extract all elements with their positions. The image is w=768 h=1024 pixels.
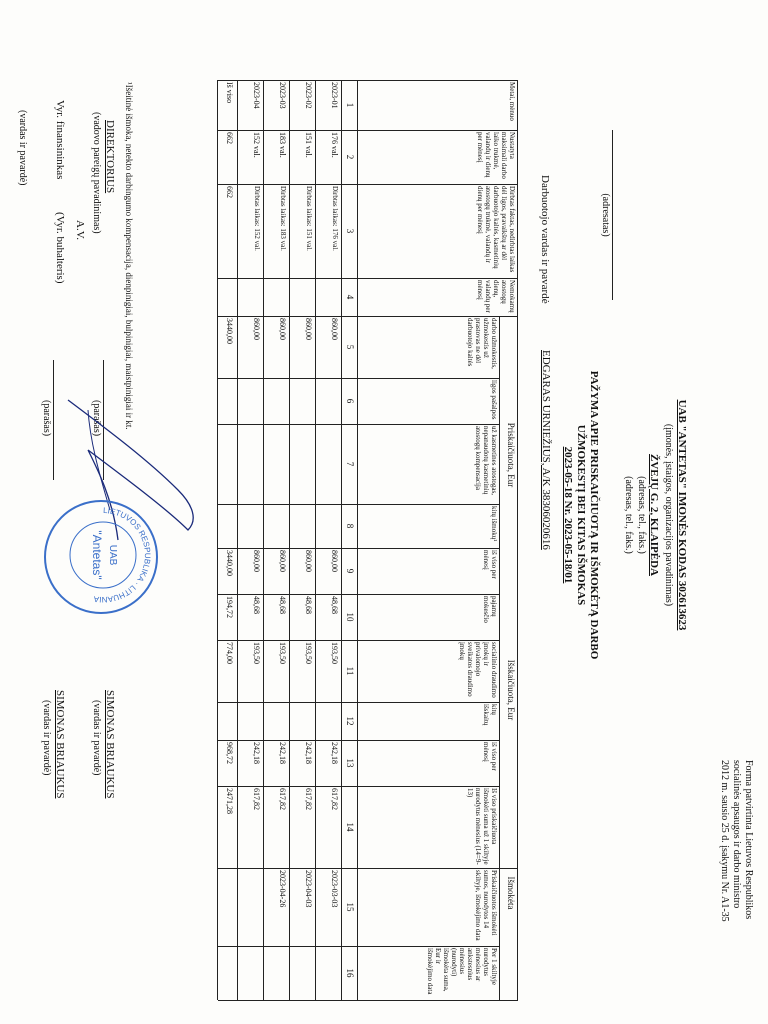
table-cell-sick <box>291 380 313 422</box>
table-cell-total: 860,00 <box>304 550 313 572</box>
addressee-line <box>612 130 613 300</box>
table-cell-fact: Dirbtas laikas: 152 val. <box>253 186 261 251</box>
finance-signature-caption: (parašas) <box>41 400 52 437</box>
table-cell-ded_total: 242,18 <box>330 742 339 764</box>
table-rule-v <box>218 594 500 595</box>
table-cell-other <box>291 506 313 546</box>
column-header-1: Metai, mėnuo <box>508 82 516 121</box>
table-cell-payable: 617,82 <box>330 788 339 810</box>
table-rule-v <box>218 640 500 641</box>
director-name-caption: (vardas ir pavardė) <box>91 700 102 776</box>
column-number-15: 15 <box>345 902 355 912</box>
table-rule-v <box>218 702 500 703</box>
table-cell-fact: Dirbtas laikas: 151 val. <box>305 186 313 251</box>
table-rule-v <box>218 548 500 549</box>
table-cell-ded_total: 242,18 <box>304 742 313 764</box>
table-cell-pay_date: 2023-04-26 <box>278 870 287 908</box>
table-cell-pay_date <box>239 870 261 944</box>
table-cell-income_tax: 48,68 <box>252 596 261 614</box>
table-cell-paid <box>291 948 313 998</box>
table-rule-h <box>517 80 518 1000</box>
table-rule-h <box>341 80 342 1000</box>
table-cell-unpaid <box>239 280 261 314</box>
column-number-3: 3 <box>345 228 355 234</box>
table-cell-vacation <box>239 426 261 502</box>
table-cell-salary: 860,00 <box>278 318 287 340</box>
table-cell-social: 193,50 <box>252 642 261 664</box>
column-header-3: Dirbtas faktas, nedirbtas laikas dėl ligos, pravaikštų ar dėl darbuotojo kaltės, kasmetinių atostogų trukmė, valandų ir dienų per mėnesį <box>476 186 516 273</box>
column-number-8: 8 <box>345 523 355 529</box>
table-cell-unpaid <box>317 280 339 314</box>
doc-date-number: 2023-05-18 Nr. 2023-05-18/01 <box>562 446 574 584</box>
column-header-9: iš viso per mėnesį <box>482 550 498 579</box>
table-rule-v <box>218 278 518 279</box>
column-number-16: 16 <box>345 968 355 978</box>
finance-name: SIMONAS BRIAUKUS <box>54 690 66 799</box>
table-rule-v <box>218 378 500 379</box>
form-note-line3: 2012 m. sausio 25 d. įsakymu Nr. A1-35 <box>719 760 730 922</box>
column-number-7: 7 <box>345 461 355 467</box>
table-rule-h <box>237 80 238 1000</box>
table-cell-norm: 183 val. <box>278 132 287 158</box>
table-rule-v <box>218 1000 518 1001</box>
column-header-8: kitų išmokų¹ <box>490 506 498 542</box>
table-rule-v <box>218 184 518 185</box>
table-rule-v <box>218 740 500 741</box>
table-rule-v <box>218 316 518 317</box>
table-cell-month: 2023-03 <box>278 82 287 109</box>
form-note-line2: socialinės apsaugos ir darbo ministro <box>731 760 742 909</box>
company-stamp <box>44 500 158 614</box>
column-header-16: Per 1 skiltyje nurodytus mėnesius ar ankstesnius mėnesius (nurodyti) išmokėta suma, Eur ir išmokėjimo data <box>426 948 498 995</box>
table-cell-salary: 860,00 <box>252 318 261 340</box>
table-cell-total: 860,00 <box>330 550 339 572</box>
table-cell-other_ded <box>317 704 339 738</box>
finance-name-caption-left: (vardas ir pavardė) <box>17 110 28 186</box>
table-cell-paid <box>317 948 339 998</box>
table-cell-ded_total: 242,18 <box>278 742 287 764</box>
doc-title-1: PAŽYMA APIE PRISKAIČIUOTĄ IR IŠMOKĖTĄ DARBO <box>588 370 600 660</box>
director-name: SIMONAS BRIAUKUS <box>104 690 116 799</box>
stamp-ring-text: LIETUVOS RESPUBLIKA · LITHUANIA <box>93 505 153 605</box>
table-cell-sick <box>239 380 261 422</box>
table-cell-other_ded <box>291 704 313 738</box>
table-rule-h <box>263 80 264 1000</box>
column-header-2: Nustatyta maksimali darbo laiko trukmė, valandų ir dienų per mėnesį <box>476 132 516 179</box>
table-cell-sick <box>317 380 339 422</box>
table-cell-salary: 860,00 <box>330 318 339 340</box>
addressee-caption: (adresatas) <box>600 193 611 237</box>
finance-signature-line <box>53 360 54 480</box>
table-cell-payable: 617,82 <box>304 788 313 810</box>
totals-cell-label: Iš viso <box>225 82 234 104</box>
director-title: DIREKTORIUS <box>104 120 116 194</box>
table-cell-other_ded <box>239 704 261 738</box>
column-header-7: už kasmetines atostogas, nepanaudotų kasmetinių atostogų kompensacija <box>474 426 498 496</box>
table-rule-v <box>218 786 500 787</box>
table-cell-pay_date: 2023-04-03 <box>304 870 313 908</box>
table-rule-h <box>289 80 290 1000</box>
company-address: ŽVEJŲ G. 2, KLAIPĖDA <box>648 454 660 576</box>
table-cell-unpaid <box>265 280 287 314</box>
table-cell-salary: 860,00 <box>304 318 313 340</box>
column-header-12: kitų išskaitų <box>482 704 498 726</box>
table-cell-vacation <box>265 426 287 502</box>
column-header-15: Priskaičiuotos išmokėti sumos, nurodytos 14 skiltyje, išmokėjimo data <box>474 870 498 941</box>
column-number-1: 1 <box>345 102 355 108</box>
totals-cell-social: 774,00 <box>225 642 234 664</box>
column-number-9: 9 <box>345 568 355 574</box>
table-cell-payable: 617,82 <box>252 788 261 810</box>
table-cell-social: 193,50 <box>278 642 287 664</box>
table-rule-v <box>218 504 500 505</box>
table-cell-fact: Dirbtas laikas: 176 val. <box>331 186 339 251</box>
table-cell-ded_total: 242,18 <box>252 742 261 764</box>
table-rule-v <box>218 424 500 425</box>
footnote: ¹Išeitinė išmoka, netekto darbingumo kompensacija, dienpinigiai, bulpinigiai, maistpinigiai ir kt. <box>124 82 134 430</box>
finance-name-caption: (vardas ir pavardė) <box>41 700 52 776</box>
table-rule-h <box>315 80 316 1000</box>
table-cell-other_ded <box>265 704 287 738</box>
company-name: UAB "ANTETAS" IMONĖS KODAS 302613623 <box>676 399 688 631</box>
stamp-line-1: UAB <box>107 544 118 566</box>
finance-caption: (Vyr. buhalteris) <box>54 212 66 284</box>
table-cell-other <box>265 506 287 546</box>
table-cell-income_tax: 48,68 <box>278 596 287 614</box>
employee-label: Darbuotojo vardas ir pavardė <box>539 175 551 304</box>
table-cell-month: 2023-04 <box>252 82 261 109</box>
stamp-place: A.V. <box>74 220 86 240</box>
table-cell-unpaid <box>291 280 313 314</box>
totals-cell-norm: 662 <box>225 132 234 144</box>
table-rule-h <box>357 80 358 1000</box>
totals-cell-income_tax: 194,72 <box>225 596 234 618</box>
table-rule-v <box>218 130 518 131</box>
column-number-13: 13 <box>345 758 355 768</box>
company-name-caption: (įmonės, įstaigos, organizacijos pavadinimas) <box>663 423 674 607</box>
table-rule-v <box>218 868 518 869</box>
table-cell-vacation <box>291 426 313 502</box>
table-cell-vacation <box>317 426 339 502</box>
table-rule-v <box>218 946 500 947</box>
column-header-6: ligos pašalpos <box>490 380 498 420</box>
table-cell-month: 2023-01 <box>330 82 339 109</box>
column-header-14: Iš viso priskaičiuota išmokėti suma už 1 skiltyje nurodytus mėnesius (14=9-13) <box>466 788 498 865</box>
totals-cell-total: 3440,00 <box>225 550 234 576</box>
totals-cell-payable: 2471,28 <box>225 788 234 814</box>
form-note-line1: Forma patvirtinta Lietuvos Respublikos <box>743 760 754 920</box>
column-header-10: pajamų mokesčio <box>482 596 498 623</box>
employee-name: EDGARAS URNIEŽIUS, A/K 38306020616 <box>540 350 552 550</box>
column-header-11: socialinio draudimo įmokų ir privalomojo sveikatos draudimo įmokų <box>458 642 498 698</box>
table-cell-month: 2023-02 <box>304 82 313 109</box>
table-rule-h <box>499 316 500 1000</box>
totals-cell-salary: 3440,00 <box>225 318 234 344</box>
column-number-14: 14 <box>345 822 355 832</box>
table-cell-income_tax: 48,68 <box>304 596 313 614</box>
table-rule-v <box>218 80 518 81</box>
table-cell-norm: 152 val. <box>252 132 261 158</box>
company-address-caption: (adresas, tel., faks.) <box>636 476 647 554</box>
director-signature-caption: (parašas) <box>91 400 102 437</box>
stamp-line-2: "Antetas" <box>90 530 104 580</box>
table-cell-income_tax: 48,68 <box>330 596 339 614</box>
table-cell-sick <box>265 380 287 422</box>
group-header-paid: Išmokėta <box>506 876 516 910</box>
table-cell-other <box>239 506 261 546</box>
totals-cell-ded_total: 968,72 <box>225 742 234 764</box>
column-header-5: darbo užmokestis, užmokestis už prastovas ne dėl darbuotojo kaltės <box>466 318 498 369</box>
table-cell-norm: 176 val. <box>330 132 339 158</box>
table-cell-social: 193,50 <box>304 642 313 664</box>
table-cell-paid <box>265 948 287 998</box>
table-cell-other <box>317 506 339 546</box>
table-cell-fact: Dirbtas laikas: 183 val. <box>279 186 287 251</box>
table-cell-social: 193,50 <box>330 642 339 664</box>
column-number-2: 2 <box>345 154 355 160</box>
column-number-6: 6 <box>345 398 355 404</box>
group-header-deducted: Išskaičiuota, Eur <box>506 659 516 721</box>
group-header-accrued: Priskaičiuota, Eur <box>506 422 516 488</box>
column-number-5: 5 <box>345 344 355 350</box>
table-cell-total: 860,00 <box>278 550 287 572</box>
table-cell-paid <box>239 948 261 998</box>
table-cell-norm: 151 val. <box>304 132 313 158</box>
table-cell-pay_date: 2023-03-03 <box>330 870 339 908</box>
finance-label: Vyr. finansininkas <box>54 100 66 180</box>
table-cell-total: 860,00 <box>252 550 261 572</box>
column-number-12: 12 <box>345 716 355 726</box>
column-number-11: 11 <box>345 666 355 676</box>
doc-title-2: UŽMOKESTĮ BEI KITAS IŠMOKAS <box>575 424 587 606</box>
company-address-caption-2: (adresas, tel., faks.) <box>623 476 634 554</box>
table-cell-payable: 617,82 <box>278 788 287 810</box>
column-header-4: Nemokamų atostogų dienų, valandų per mėnesį <box>476 280 516 313</box>
column-number-4: 4 <box>345 294 355 300</box>
totals-cell-fact: 662 <box>225 186 234 198</box>
column-number-10: 10 <box>345 612 355 622</box>
director-title-caption: (vadovo pareigų pavadinimas) <box>91 112 102 234</box>
column-header-13: iš viso per mėnesį <box>482 742 498 771</box>
